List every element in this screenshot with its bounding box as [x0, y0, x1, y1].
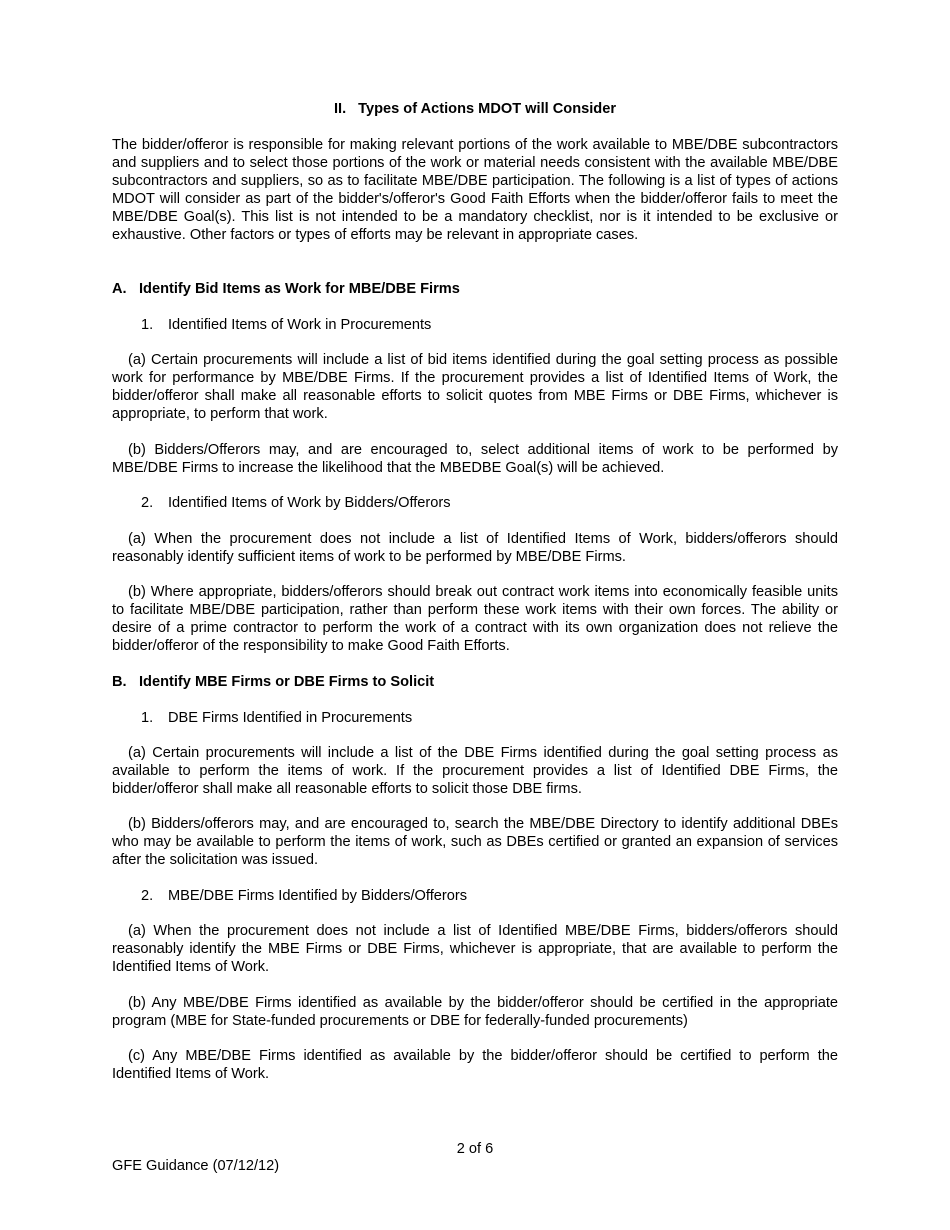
section-a-item-2-b: (b) Where appropriate, bidders/offerors should break out contract work items into economically feasible units to facilitate MBE/DBE participation, rather than perform these work items with their own forces. The ability or desire of a prime contractor to perform the work of a contract with its own organization does not relieve the bidder/offeror of the responsibility to make Good Faith Efforts.: [112, 584, 838, 654]
document-id: GFE Guidance (07/12/12): [112, 1158, 280, 1174]
section-a-title: Identify Bid Items as Work for MBE/DBE Firms: [139, 281, 460, 297]
section-b-item-1-b: (b) Bidders/offerors may, and are encouraged to, search the MBE/DBE Directory to identify additional DBEs who may be available to perform the items of work, such as DBEs certified or granted an expansion of services after the solicitation was issued.: [112, 816, 838, 868]
section-title-text: Types of Actions MDOT will Consider: [358, 101, 616, 117]
section-a-item-1-a: (a) Certain procurements will include a list of bid items identified during the goal setting process as possible work for performance by MBE/DBE Firms. If the procurement provides a list of Identified Items of Work, the bidder/offeror shall make all reasonable efforts to solicit quotes from MBE Firms or DBE Firms, whichever is appropriate, to perform that work.: [112, 352, 838, 422]
section-b-item-1-title: 1. DBE Firms Identified in Procurements: [141, 710, 413, 726]
section-a-heading: [112, 280, 460, 298]
section-numeral: II.: [333, 101, 347, 117]
page-number: 2 of 6: [456, 1141, 494, 1157]
section-title: [0, 100, 950, 118]
section-a-item-1-title: 1. Identified Items of Work in Procurements: [141, 317, 432, 333]
section-a-item-1-b: (b) Bidders/Offerors may, and are encouraged to, select additional items of work to be performed by MBE/DBE Firms to increase the likelihood that the MBEDBE Goal(s) will be achieved.: [112, 442, 838, 476]
section-b-item-2-c: (c) Any MBE/DBE Firms identified as available by the bidder/offeror should be certified to perform the Identified Items of Work.: [112, 1048, 838, 1082]
section-b-item-2-a: (a) When the procurement does not include a list of Identified MBE/DBE Firms, bidders/offerors should reasonably identify the MBE Firms or DBE Firms, whichever is appropriate, that are available to perform the Identified Items of Work.: [112, 923, 838, 975]
section-b-heading: [112, 673, 434, 691]
section-a-item-2-a: (a) When the procurement does not include a list of Identified Items of Work, bidders/offerors should reasonably identify sufficient items of work to be performed by MBE/DBE Firms.: [112, 531, 838, 565]
section-b-item-2-title: 2. MBE/DBE Firms Identified by Bidders/Offerors: [141, 888, 468, 904]
section-a-item-2-title: 2. Identified Items of Work by Bidders/Offerors: [141, 495, 451, 511]
section-b-item-1-a: (a) Certain procurements will include a list of the DBE Firms identified during the goal setting process as available to perform the items of work. If the procurement provides a list of Identified DBE Firms, the bidder/offeror shall make all reasonable efforts to solicit those DBE firms.: [112, 745, 838, 797]
section-b-title: Identify MBE Firms or DBE Firms to Solicit: [139, 674, 435, 690]
section-b-item-2-b: (b) Any MBE/DBE Firms identified as available by the bidder/offeror should be certified in the appropriate program (MBE for State-funded procurements or DBE for federally-funded procurements): [112, 995, 838, 1029]
section-b-letter: B.: [112, 674, 127, 690]
intro-paragraph: The bidder/offeror is responsible for making relevant portions of the work available to MBE/DBE subcontractors and suppliers and to select those portions of the work or material needs consistent with the available MBE/DBE subcontractors and suppliers, so as to facilitate MBE/DBE participation. The following is a list of types of actions MDOT will consider as part of the bidder's/offeror's Good Faith Efforts when the bidder/offeror fails to meet the MBE/DBE Goal(s). This list is not intended to be a mandatory checklist, nor is it intended to be exclusive or exhaustive. Other factors or types of efforts may be relevant in appropriate cases.: [112, 137, 838, 243]
section-a-letter: A.: [112, 281, 127, 297]
